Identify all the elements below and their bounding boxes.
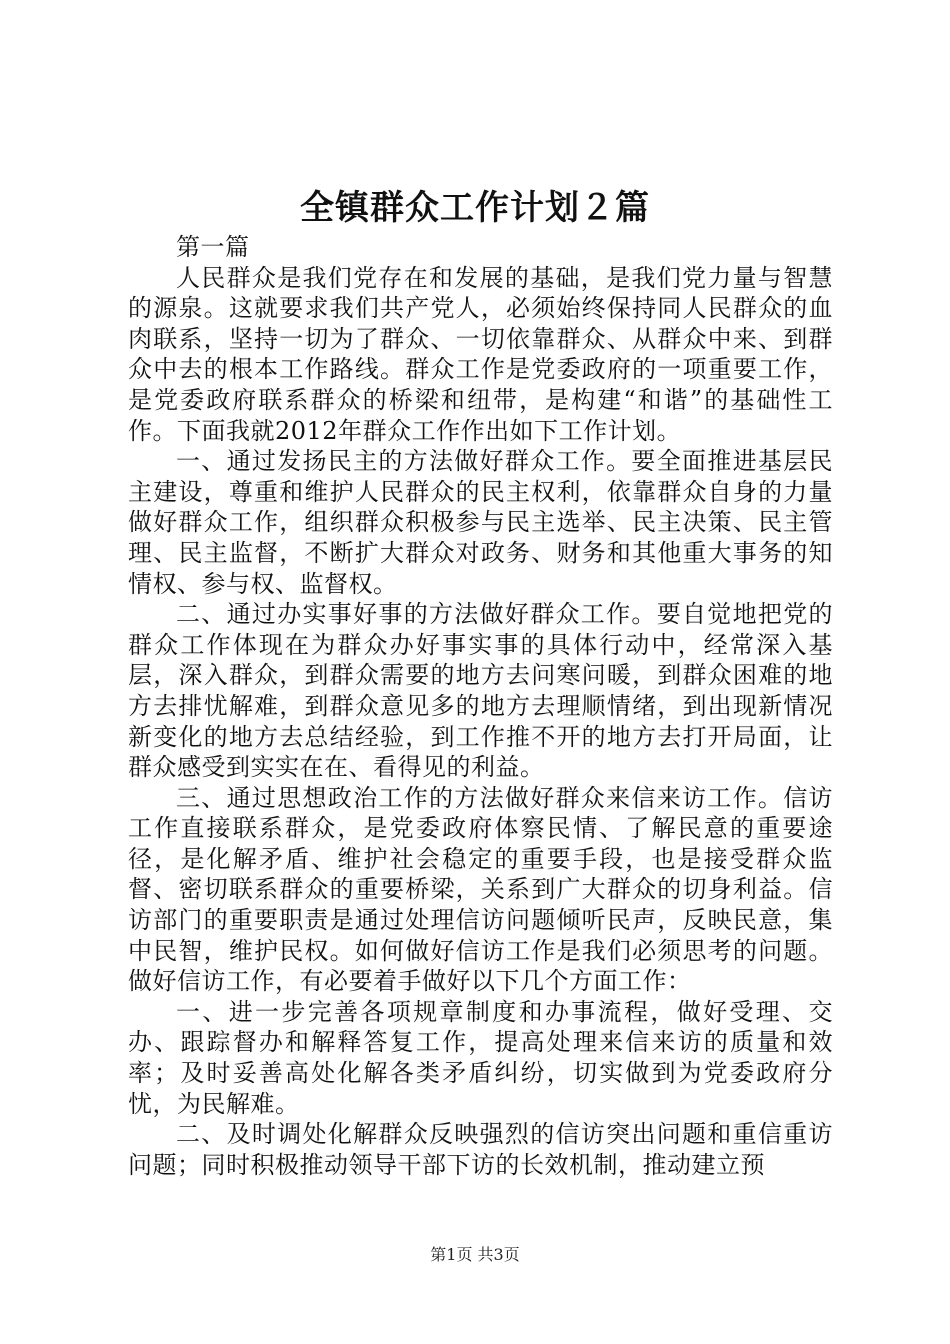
document-title: 全镇群众工作计划２篇	[300, 188, 650, 228]
document-body	[128, 232, 833, 1180]
body-paragraph: 三、通过思想政治工作的方法做好群众来信来访工作。信访工作直接联系群众，是党委政府体察民情、了解民意的重要途径，是化解矛盾、维护社会稳定的重要手段，也是接受群众监督、密切联系群众的重要桥梁，关系到广大群众的切身利益。信访部门的重要职责是通过处理信访问题倾听民声，反映民意，集中民智，维护民权。如何做好信访工作是我们必须思考的问题。做好信访工作，有必要着手做好以下几个方面工作：	[128, 783, 833, 996]
body-paragraph: 一、进一步完善各项规章制度和办事流程，做好受理、交办、跟踪督办和解释答复工作，提高处理来信来访的质量和效率；及时妥善高处化解各类矛盾纠纷，切实做到为党委政府分忧，为民解难。	[128, 997, 833, 1118]
body-paragraph: 二、及时调处化解群众反映强烈的信访突出问题和重信重访问题；同时积极推动领导干部下访的长效机制，推动建立预	[128, 1120, 833, 1179]
body-paragraph: 一、通过发扬民主的方法做好群众工作。要全面推进基层民主建设，尊重和维护人民群众的民主权利，依靠群众自身的力量做好群众工作，组织群众积极参与民主选举、民主决策、民主管理、民主监督，不断扩大群众对政务、财务和其他重大事务的知情权、参与权、监督权。	[128, 447, 833, 598]
page-footer: 第1页 共3页	[430, 1245, 520, 1264]
body-paragraph: 二、通过办实事好事的方法做好群众工作。要自觉地把党的群众工作体现在为群众办好事实事的具体行动中，经常深入基层，深入群众，到群众需要的地方去问寒问暖，到群众困难的地方去排忧解难，到群众意见多的地方去理顺情绪，到出现新情况新变化的地方去总结经验，到工作推不开的地方去打开局面，让群众感受到实实在在、看得见的利益。	[128, 600, 833, 782]
body-paragraph: 人民群众是我们党存在和发展的基础，是我们党力量与智慧的源泉。这就要求我们共产党人，必须始终保持同人民群众的血肉联系，坚持一切为了群众、一切依靠群众、从群众中来、到群众中去的根本工作路线。群众工作是党委政府的一项重要工作，是党委政府联系群众的桥梁和纽带，是构建“和谐”的基础性工作。下面我就2012年群众工作作出如下工作计划。	[128, 263, 833, 445]
section-heading: 第一篇	[176, 233, 250, 261]
